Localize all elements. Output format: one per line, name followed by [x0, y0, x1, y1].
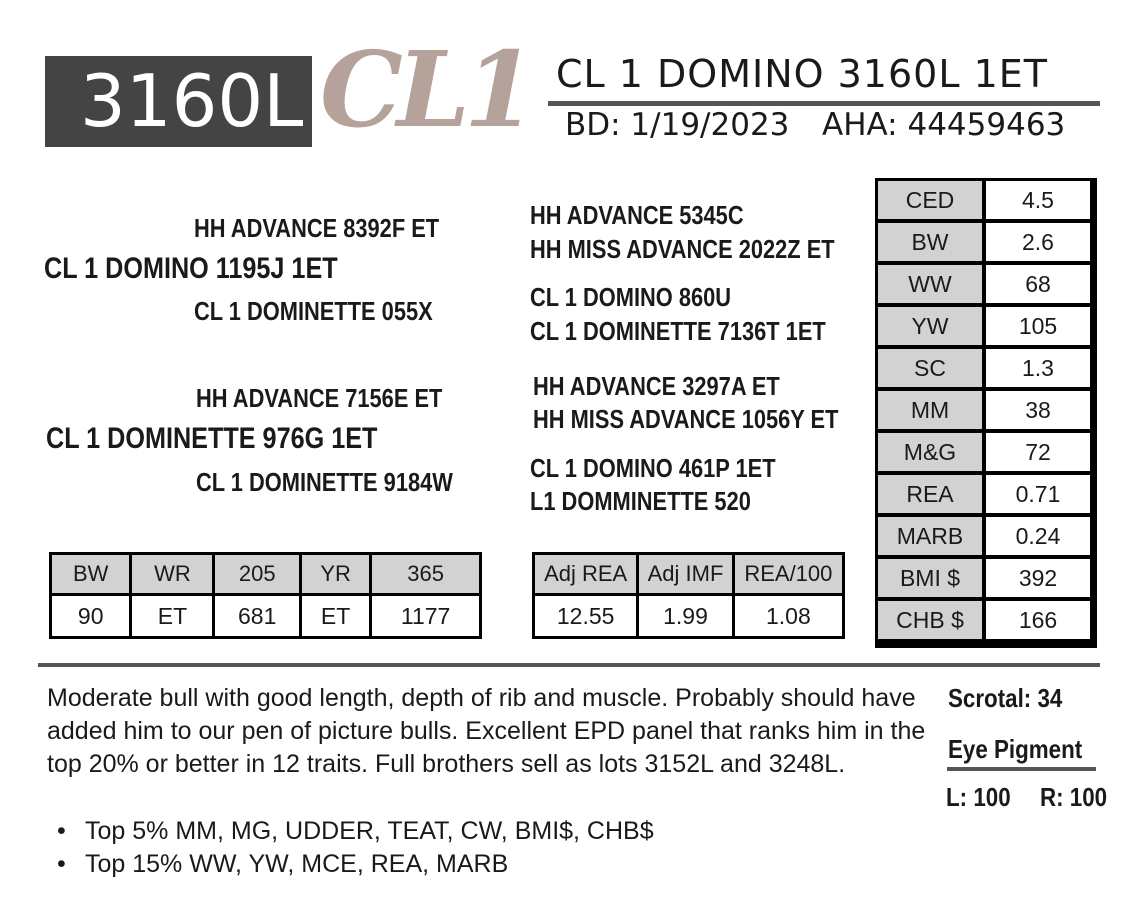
epd-value: 392 — [986, 559, 1090, 601]
bullet-text: Top 15% WW, YW, MCE, REA, MARB — [85, 850, 509, 878]
pedigree-g3-8: L1 DOMMINETTE 520 — [530, 486, 751, 516]
epd-trait: MARB — [878, 517, 986, 559]
epd-value: 72 — [986, 433, 1090, 475]
carcass-header: Adj REA — [534, 554, 638, 595]
pedigree-g3-4: CL 1 DOMINETTE 7136T 1ET — [530, 316, 826, 346]
epd-trait: BMI $ — [878, 559, 986, 601]
epd-trait: CED — [878, 181, 986, 223]
pedigree-dam: CL 1 DOMINETTE 976G 1ET — [46, 422, 378, 455]
epd-value: 4.5 — [986, 181, 1090, 223]
pedigree-dam-dam: CL 1 DOMINETTE 9184W — [196, 467, 453, 497]
performance-header: BW — [51, 554, 131, 595]
pedigree-sire: CL 1 DOMINO 1195J 1ET — [44, 252, 338, 285]
animal-name: CL 1 DOMINO 3160L 1ET — [556, 52, 1048, 96]
bullet-item — [47, 848, 508, 881]
performance-table — [49, 552, 482, 639]
bullet-item — [47, 815, 654, 848]
performance-header: WR — [131, 554, 214, 595]
pedigree-dam-sire: HH ADVANCE 7156E ET — [196, 383, 443, 413]
bullet-text: Top 5% MM, MG, UDDER, TEAT, CW, BMI$, CHB$ — [85, 817, 654, 845]
description-text: Moderate bull with good length, depth of rib and muscle. Probably should have added him to our pen of picture bulls. Excellent EPD panel that ranks him in the top 20% or better in 12 traits. Full brothers sell as lots 3152L and 3248L. — [47, 684, 926, 778]
carcass-value: 1.08 — [733, 595, 843, 638]
carcass-value: 1.99 — [638, 595, 733, 638]
eye-pigment-label: Eye Pigment — [948, 734, 1083, 764]
carcass-header: REA/100 — [733, 554, 843, 595]
epd-value: 105 — [986, 307, 1090, 349]
epd-value: 1.3 — [986, 349, 1090, 391]
left-eye-pigment: L: 100 — [946, 782, 1011, 812]
performance-value: 90 — [51, 595, 131, 638]
performance-value: 681 — [214, 595, 301, 638]
birth-date: BD: 1/19/2023 — [565, 107, 790, 143]
epd-trait: WW — [878, 265, 986, 307]
pedigree-g3-7: CL 1 DOMINO 461P 1ET — [530, 453, 776, 483]
epd-value: 38 — [986, 391, 1090, 433]
epd-trait: M&G — [878, 433, 986, 475]
performance-header: 365 — [371, 554, 481, 595]
epd-trait: REA — [878, 475, 986, 517]
epd-trait: BW — [878, 223, 986, 265]
epd-table — [878, 181, 1090, 639]
epd-trait: MM — [878, 391, 986, 433]
epd-trait: YW — [878, 307, 986, 349]
lot-number: 3160L — [80, 59, 304, 143]
pedigree-sire-dam: CL 1 DOMINETTE 055X — [194, 296, 433, 326]
pedigree-g3-5: HH ADVANCE 3297A ET — [533, 371, 780, 401]
bullet-glyph: • — [57, 817, 66, 845]
right-eye-pigment: R: 100 — [1040, 782, 1108, 812]
epd-value: 0.24 — [986, 517, 1090, 559]
pedigree-g3-6: HH MISS ADVANCE 1056Y ET — [533, 404, 839, 434]
aha-number: AHA: 44459463 — [822, 107, 1066, 143]
pedigree-g3-2: HH MISS ADVANCE 2022Z ET — [530, 234, 835, 264]
pedigree-g3-1: HH ADVANCE 5345C — [530, 200, 744, 230]
bullet-glyph: • — [57, 850, 66, 878]
section-divider — [38, 663, 1100, 667]
pedigree-g3-3: CL 1 DOMINO 860U — [530, 282, 732, 312]
epd-value: 166 — [986, 601, 1090, 639]
epd-value: 0.71 — [986, 475, 1090, 517]
epd-value: 68 — [986, 265, 1090, 307]
pedigree-sire-sire: HH ADVANCE 8392F ET — [194, 213, 440, 243]
carcass-value: 12.55 — [534, 595, 638, 638]
performance-value: ET — [300, 595, 370, 638]
eye-pigment-underline — [947, 767, 1096, 771]
performance-value: 1177 — [371, 595, 481, 638]
carcass-table — [532, 552, 845, 639]
performance-header: YR — [300, 554, 370, 595]
ranch-logo: CL1 — [320, 28, 531, 151]
performance-header: 205 — [214, 554, 301, 595]
performance-value: ET — [131, 595, 214, 638]
epd-trait: SC — [878, 349, 986, 391]
scrotal-measure: Scrotal: 34 — [948, 683, 1063, 713]
carcass-header: Adj IMF — [638, 554, 733, 595]
epd-value: 2.6 — [986, 223, 1090, 265]
epd-trait: CHB $ — [878, 601, 986, 639]
